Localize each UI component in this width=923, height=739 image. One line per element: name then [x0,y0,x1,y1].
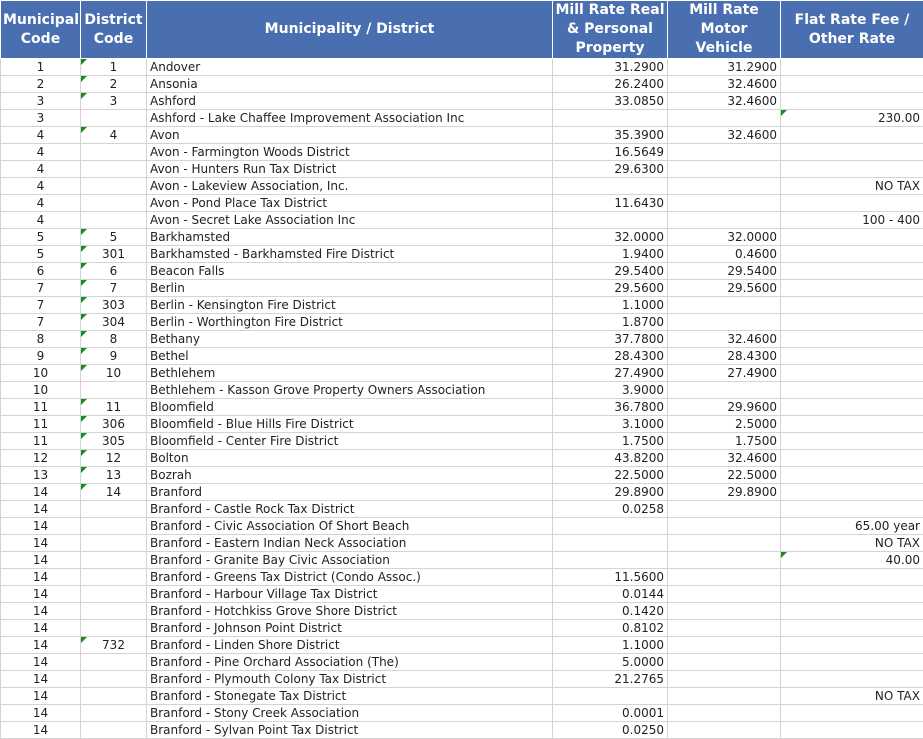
table-row [1,399,923,416]
flat-rate-cell[interactable] [781,569,923,586]
flat-rate-cell[interactable] [781,654,923,671]
header-municipality-district[interactable]: Municipality / District [147,1,553,59]
flat-rate-cell[interactable] [781,297,923,314]
municipality-name-cell[interactable]: Bloomfield [147,399,553,416]
district-code-cell[interactable]: 14 [81,484,147,501]
mill-rate-motor-cell[interactable]: 32.4600 [668,127,781,144]
table-row [1,229,923,246]
table-row [1,348,923,365]
mill-rate-motor-cell[interactable]: 29.9600 [668,399,781,416]
flat-rate-cell[interactable] [781,76,923,93]
district-code-cell[interactable]: 305 [81,433,147,450]
table-row [1,280,923,297]
district-code-cell[interactable]: 303 [81,297,147,314]
table-row [1,654,923,671]
district-code-cell[interactable]: 6 [81,263,147,280]
table-row [1,161,923,178]
municipality-name-cell[interactable]: Branford - Hotchkiss Grove Shore District [147,603,553,620]
table-row [1,552,923,569]
mill-rate-property-cell[interactable]: 11.6430 [553,195,668,212]
mill-rate-property-cell[interactable] [553,110,668,127]
municipal-code-cell[interactable]: 11 [1,433,81,450]
header-district-code[interactable]: District Code [81,1,147,59]
district-code-cell[interactable] [81,518,147,535]
mill-rate-motor-cell[interactable] [668,586,781,603]
flat-rate-cell[interactable] [781,59,923,76]
mill-rate-property-cell[interactable]: 16.5649 [553,144,668,161]
table-row [1,433,923,450]
mill-rate-property-cell[interactable]: 0.0258 [553,501,668,518]
municipality-name-cell[interactable]: Bloomfield - Center Fire District [147,433,553,450]
municipality-name-cell[interactable]: Bethany [147,331,553,348]
mill-rate-motor-cell[interactable] [668,110,781,127]
mill-rate-motor-cell[interactable]: 29.5400 [668,263,781,280]
municipal-code-cell[interactable]: 2 [1,76,81,93]
municipality-name-cell[interactable]: Ansonia [147,76,553,93]
table-row [1,586,923,603]
mill-rate-property-cell[interactable]: 28.4300 [553,348,668,365]
municipal-code-cell[interactable]: 14 [1,569,81,586]
table-row [1,314,923,331]
municipal-code-cell[interactable]: 14 [1,671,81,688]
district-code-cell[interactable]: 9 [81,348,147,365]
flat-rate-cell[interactable] [781,246,923,263]
municipal-code-cell[interactable]: 12 [1,450,81,467]
flat-rate-cell[interactable] [781,348,923,365]
mill-rate-property-cell[interactable]: 0.1420 [553,603,668,620]
municipality-name-cell[interactable]: Ashford - Lake Chaffee Improvement Association Inc [147,110,553,127]
mill-rate-motor-cell[interactable] [668,161,781,178]
flat-rate-cell[interactable] [781,586,923,603]
mill-rate-motor-cell[interactable]: 29.8900 [668,484,781,501]
mill-rate-property-cell[interactable]: 27.4900 [553,365,668,382]
municipality-name-cell[interactable]: Berlin - Worthington Fire District [147,314,553,331]
municipality-name-cell[interactable]: Bolton [147,450,553,467]
flat-rate-cell[interactable] [781,433,923,450]
mill-rate-property-cell[interactable]: 35.3900 [553,127,668,144]
district-code-cell[interactable] [81,110,147,127]
district-code-cell[interactable] [81,552,147,569]
municipality-name-cell[interactable]: Avon - Pond Place Tax District [147,195,553,212]
district-code-cell[interactable] [81,586,147,603]
table-row [1,501,923,518]
district-code-cell[interactable] [81,161,147,178]
table-row [1,212,923,229]
mill-rate-property-cell[interactable] [553,178,668,195]
table-row [1,93,923,110]
table-row [1,688,923,705]
table-row [1,467,923,484]
table-body [1,59,923,739]
table-row [1,246,923,263]
mill-rate-property-cell[interactable]: 29.5600 [553,280,668,297]
mill-rate-property-cell[interactable]: 32.0000 [553,229,668,246]
district-code-cell[interactable] [81,688,147,705]
mill-rate-property-cell[interactable]: 26.2400 [553,76,668,93]
flat-rate-cell[interactable]: 65.00 year [781,518,923,535]
table-row [1,705,923,722]
municipality-name-cell[interactable]: Beacon Falls [147,263,553,280]
mill-rate-property-cell[interactable]: 43.8200 [553,450,668,467]
mill-rate-motor-cell[interactable] [668,501,781,518]
table-row [1,110,923,127]
municipal-code-cell[interactable]: 14 [1,552,81,569]
mill-rate-property-cell[interactable]: 1.8700 [553,314,668,331]
municipality-name-cell[interactable]: Avon - Lakeview Association, Inc. [147,178,553,195]
mill-rate-motor-cell[interactable] [668,144,781,161]
municipal-code-cell[interactable]: 4 [1,195,81,212]
table-row [1,127,923,144]
mill-rate-property-cell[interactable] [553,212,668,229]
municipal-code-cell[interactable]: 3 [1,93,81,110]
municipal-code-cell[interactable]: 7 [1,297,81,314]
mill-rate-property-cell[interactable]: 1.7500 [553,433,668,450]
table-row [1,637,923,654]
municipality-name-cell[interactable]: Branford - Linden Shore District [147,637,553,654]
municipal-code-cell[interactable]: 14 [1,586,81,603]
flat-rate-cell[interactable]: 100 - 400 [781,212,923,229]
district-code-cell[interactable] [81,620,147,637]
district-code-cell[interactable]: 304 [81,314,147,331]
mill-rate-property-cell[interactable]: 36.7800 [553,399,668,416]
table-row [1,569,923,586]
municipality-name-cell[interactable]: Bethlehem [147,365,553,382]
flat-rate-cell[interactable]: 40.00 [781,552,923,569]
mill-rate-property-cell[interactable]: 29.5400 [553,263,668,280]
header-flat-rate-fee[interactable]: Flat Rate Fee / Other Rate [781,1,923,59]
mill-rate-motor-cell[interactable]: 2.5000 [668,416,781,433]
mill-rate-property-cell[interactable]: 0.0144 [553,586,668,603]
mill-rate-motor-cell[interactable] [668,178,781,195]
mill-rate-motor-cell[interactable] [668,569,781,586]
table-row [1,518,923,535]
municipality-name-cell[interactable]: Berlin - Kensington Fire District [147,297,553,314]
flat-rate-cell[interactable] [781,705,923,722]
mill-rate-motor-cell[interactable] [668,671,781,688]
flat-rate-cell[interactable] [781,314,923,331]
municipality-name-cell[interactable]: Branford - Granite Bay Civic Association [147,552,553,569]
municipal-code-cell[interactable]: 13 [1,467,81,484]
mill-rate-motor-cell[interactable]: 32.4600 [668,93,781,110]
mill-rate-property-cell[interactable]: 29.8900 [553,484,668,501]
table-row [1,603,923,620]
municipality-name-cell[interactable]: Branford - Plymouth Colony Tax District [147,671,553,688]
municipal-code-cell[interactable]: 4 [1,161,81,178]
municipal-code-cell[interactable]: 4 [1,127,81,144]
municipality-name-cell[interactable]: Barkhamsted [147,229,553,246]
district-code-cell[interactable] [81,178,147,195]
municipal-code-cell[interactable]: 14 [1,688,81,705]
municipal-code-cell[interactable]: 4 [1,178,81,195]
header-municipal-code[interactable]: Municipal Code [1,1,81,59]
district-code-cell[interactable]: 2 [81,76,147,93]
flat-rate-cell[interactable]: NO TAX [781,688,923,705]
mill-rate-property-cell[interactable] [553,518,668,535]
municipal-code-cell[interactable]: 10 [1,382,81,399]
flat-rate-cell[interactable] [781,263,923,280]
municipal-code-cell[interactable]: 5 [1,246,81,263]
mill-rate-property-cell[interactable]: 1.9400 [553,246,668,263]
mill-rate-motor-cell[interactable]: 28.4300 [668,348,781,365]
municipal-code-cell[interactable]: 11 [1,416,81,433]
mill-rate-motor-cell[interactable] [668,212,781,229]
municipal-code-cell[interactable]: 14 [1,722,81,739]
mill-rate-motor-cell[interactable]: 22.5000 [668,467,781,484]
mill-rate-motor-cell[interactable]: 32.4600 [668,76,781,93]
municipality-name-cell[interactable]: Branford - Johnson Point District [147,620,553,637]
flat-rate-cell[interactable] [781,416,923,433]
district-code-cell[interactable]: 11 [81,399,147,416]
mill-rate-property-cell[interactable]: 1.1000 [553,637,668,654]
municipality-name-cell[interactable]: Branford - Stony Creek Association [147,705,553,722]
flat-rate-cell[interactable] [781,195,923,212]
table-row [1,450,923,467]
flat-rate-cell[interactable] [781,382,923,399]
municipality-name-cell[interactable]: Branford - Civic Association Of Short Beach [147,518,553,535]
municipality-name-cell[interactable]: Avon - Secret Lake Association Inc [147,212,553,229]
municipal-code-cell[interactable]: 7 [1,280,81,297]
district-code-cell[interactable] [81,654,147,671]
table-row [1,76,923,93]
municipal-code-cell[interactable]: 10 [1,365,81,382]
mill-rate-property-cell[interactable]: 29.6300 [553,161,668,178]
table-row [1,671,923,688]
flat-rate-cell[interactable] [781,467,923,484]
mill-rate-motor-cell[interactable] [668,637,781,654]
mill-rate-motor-cell[interactable]: 0.4600 [668,246,781,263]
district-code-cell[interactable] [81,671,147,688]
mill-rate-motor-cell[interactable] [668,314,781,331]
district-code-cell[interactable]: 7 [81,280,147,297]
district-code-cell[interactable]: 13 [81,467,147,484]
municipality-name-cell[interactable]: Bloomfield - Blue Hills Fire District [147,416,553,433]
district-code-cell[interactable]: 4 [81,127,147,144]
mill-rate-property-cell[interactable]: 3.1000 [553,416,668,433]
flat-rate-cell[interactable] [781,637,923,654]
table-row [1,365,923,382]
mill-rate-property-cell[interactable]: 21.2765 [553,671,668,688]
municipality-name-cell[interactable]: Branford - Stonegate Tax District [147,688,553,705]
flat-rate-cell[interactable] [781,620,923,637]
municipality-name-cell[interactable]: Branford - Sylvan Point Tax District [147,722,553,739]
mill-rate-property-cell[interactable]: 22.5000 [553,467,668,484]
mill-rate-property-cell[interactable]: 33.0850 [553,93,668,110]
district-code-cell[interactable]: 12 [81,450,147,467]
flat-rate-cell[interactable] [781,144,923,161]
flat-rate-cell[interactable] [781,365,923,382]
flat-rate-cell[interactable] [781,671,923,688]
flat-rate-cell[interactable] [781,450,923,467]
mill-rate-property-cell[interactable]: 31.2900 [553,59,668,76]
municipality-name-cell[interactable]: Branford - Eastern Indian Neck Association [147,535,553,552]
municipality-name-cell[interactable]: Ashford [147,93,553,110]
mill-rate-motor-cell[interactable] [668,620,781,637]
municipality-name-cell[interactable]: Branford - Castle Rock Tax District [147,501,553,518]
district-code-cell[interactable]: 1 [81,59,147,76]
municipal-code-cell[interactable]: 14 [1,603,81,620]
district-code-cell[interactable]: 301 [81,246,147,263]
mill-rate-motor-cell[interactable]: 32.4600 [668,331,781,348]
district-code-cell[interactable] [81,501,147,518]
district-code-cell[interactable] [81,535,147,552]
table-row [1,416,923,433]
municipality-name-cell[interactable]: Barkhamsted - Barkhamsted Fire District [147,246,553,263]
mill-rate-motor-cell[interactable] [668,195,781,212]
table-row [1,59,923,76]
mill-rate-property-cell[interactable]: 0.8102 [553,620,668,637]
table-row [1,144,923,161]
table-row [1,620,923,637]
district-code-cell[interactable]: 3 [81,93,147,110]
municipal-code-cell[interactable]: 14 [1,620,81,637]
table-row [1,535,923,552]
mill-rate-property-cell[interactable] [553,535,668,552]
municipality-name-cell[interactable]: Bethel [147,348,553,365]
flat-rate-cell[interactable]: NO TAX [781,178,923,195]
municipal-code-cell[interactable]: 7 [1,314,81,331]
header-mill-rate-motor-vehicle[interactable]: Mill Rate Motor Vehicle [668,1,781,59]
mill-rate-property-cell[interactable]: 3.9000 [553,382,668,399]
flat-rate-cell[interactable] [781,331,923,348]
mill-rate-motor-cell[interactable] [668,297,781,314]
flat-rate-cell[interactable] [781,229,923,246]
mill-rate-property-cell[interactable]: 0.0001 [553,705,668,722]
municipal-code-cell[interactable]: 9 [1,348,81,365]
mill-rate-motor-cell[interactable] [668,654,781,671]
district-code-cell[interactable]: 10 [81,365,147,382]
municipality-name-cell[interactable]: Bethlehem - Kasson Grove Property Owners Association [147,382,553,399]
flat-rate-cell[interactable] [781,501,923,518]
flat-rate-cell[interactable] [781,603,923,620]
mill-rate-motor-cell[interactable]: 27.4900 [668,365,781,382]
table-row [1,178,923,195]
municipality-name-cell[interactable]: Branford - Pine Orchard Association (The) [147,654,553,671]
district-code-cell[interactable] [81,569,147,586]
flat-rate-cell[interactable] [781,399,923,416]
municipal-code-cell[interactable]: 14 [1,705,81,722]
district-code-cell[interactable]: 732 [81,637,147,654]
mill-rate-motor-cell[interactable] [668,688,781,705]
municipal-code-cell[interactable]: 14 [1,637,81,654]
mill-rate-property-cell[interactable] [553,688,668,705]
municipal-code-cell[interactable]: 8 [1,331,81,348]
table-row [1,484,923,501]
municipality-name-cell[interactable]: Avon [147,127,553,144]
district-code-cell[interactable] [81,705,147,722]
flat-rate-cell[interactable] [781,93,923,110]
mill-rate-motor-cell[interactable] [668,552,781,569]
district-code-cell[interactable] [81,212,147,229]
mill-rate-motor-cell[interactable] [668,382,781,399]
mill-rate-motor-cell[interactable] [668,705,781,722]
mill-rate-property-cell[interactable]: 1.1000 [553,297,668,314]
municipal-code-cell[interactable]: 14 [1,518,81,535]
municipal-code-cell[interactable]: 14 [1,484,81,501]
municipal-code-cell[interactable]: 14 [1,654,81,671]
mill-rate-property-cell[interactable]: 11.5600 [553,569,668,586]
municipality-name-cell[interactable]: Berlin [147,280,553,297]
flat-rate-cell[interactable] [781,127,923,144]
municipal-code-cell[interactable]: 4 [1,212,81,229]
district-code-cell[interactable]: 8 [81,331,147,348]
municipal-code-cell[interactable]: 5 [1,229,81,246]
municipality-name-cell[interactable]: Branford - Harbour Village Tax District [147,586,553,603]
mill-rate-motor-cell[interactable] [668,518,781,535]
municipal-code-cell[interactable]: 11 [1,399,81,416]
mill-rate-property-cell[interactable]: 0.0250 [553,722,668,739]
mill-rate-motor-cell[interactable] [668,535,781,552]
municipality-name-cell[interactable]: Avon - Farmington Woods District [147,144,553,161]
flat-rate-cell[interactable]: 230.00 [781,110,923,127]
table-row [1,722,923,739]
mill-rate-property-cell[interactable] [553,552,668,569]
municipality-name-cell[interactable]: Andover [147,59,553,76]
district-code-cell[interactable] [81,722,147,739]
flat-rate-cell[interactable] [781,722,923,739]
header-mill-rate-property[interactable]: Mill Rate Real & Personal Property [553,1,668,59]
district-code-cell[interactable] [81,144,147,161]
municipal-code-cell[interactable]: 3 [1,110,81,127]
flat-rate-cell[interactable]: NO TAX [781,535,923,552]
mill-rate-property-cell[interactable]: 37.7800 [553,331,668,348]
municipal-code-cell[interactable]: 4 [1,144,81,161]
table-row [1,263,923,280]
mill-rate-motor-cell[interactable]: 32.4600 [668,450,781,467]
mill-rate-motor-cell[interactable] [668,722,781,739]
municipality-name-cell[interactable]: Bozrah [147,467,553,484]
flat-rate-cell[interactable] [781,280,923,297]
district-code-cell[interactable] [81,382,147,399]
municipal-code-cell[interactable]: 1 [1,59,81,76]
mill-rate-motor-cell[interactable]: 31.2900 [668,59,781,76]
municipality-name-cell[interactable]: Branford [147,484,553,501]
mill-rate-motor-cell[interactable]: 29.5600 [668,280,781,297]
municipal-code-cell[interactable]: 6 [1,263,81,280]
district-code-cell[interactable]: 306 [81,416,147,433]
municipal-code-cell[interactable]: 14 [1,501,81,518]
table-row [1,297,923,314]
district-code-cell[interactable]: 5 [81,229,147,246]
flat-rate-cell[interactable] [781,161,923,178]
mill-rate-motor-cell[interactable] [668,603,781,620]
mill-rate-property-cell[interactable]: 5.0000 [553,654,668,671]
table-row [1,382,923,399]
flat-rate-cell[interactable] [781,484,923,501]
mill-rate-motor-cell[interactable]: 1.7500 [668,433,781,450]
header-row [1,1,923,59]
district-code-cell[interactable] [81,603,147,620]
municipality-name-cell[interactable]: Avon - Hunters Run Tax District [147,161,553,178]
municipality-name-cell[interactable]: Branford - Greens Tax District (Condo Assoc.) [147,569,553,586]
municipal-code-cell[interactable]: 14 [1,535,81,552]
district-code-cell[interactable] [81,195,147,212]
mill-rate-motor-cell[interactable]: 32.0000 [668,229,781,246]
table-row [1,195,923,212]
table-row [1,331,923,348]
